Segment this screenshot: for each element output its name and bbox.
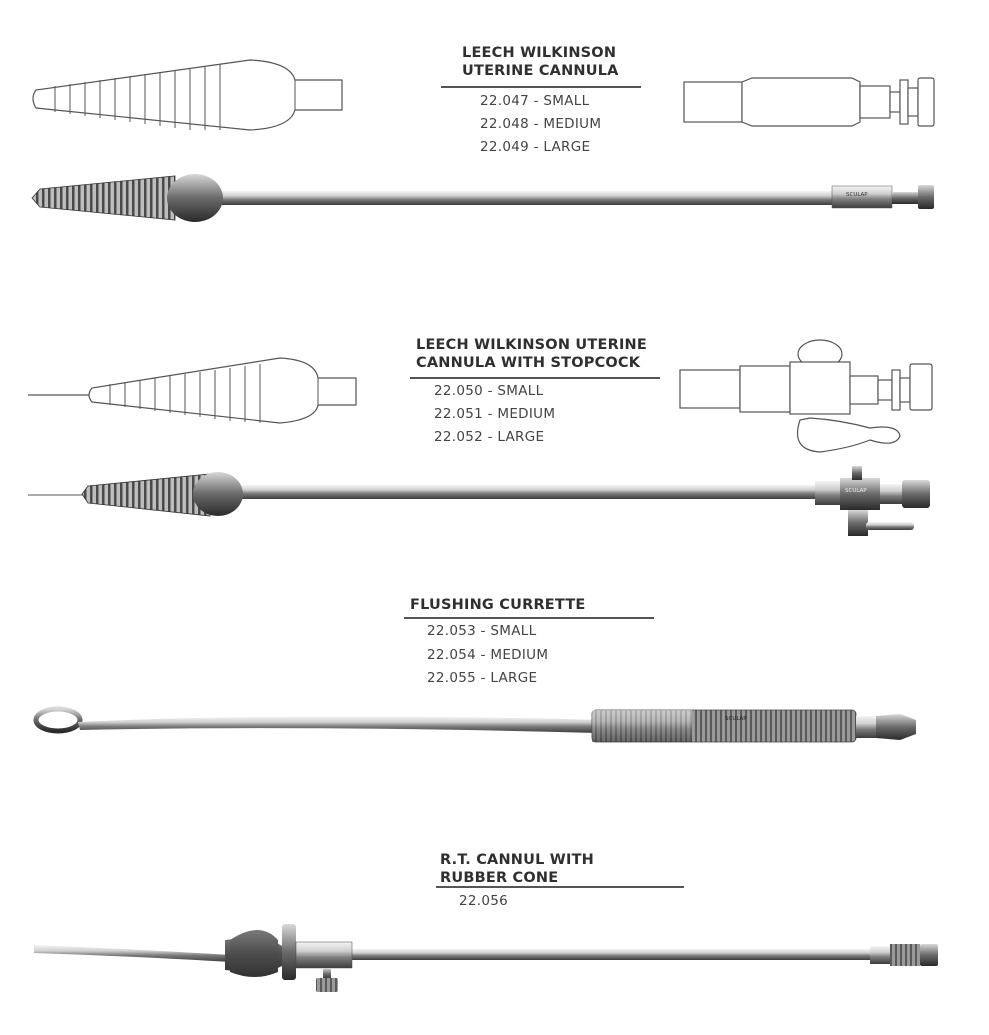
stopcock-handle-outline-drawing — [680, 340, 932, 452]
cannula-tip-outline-drawing — [33, 60, 342, 130]
product-title-4 — [440, 851, 594, 887]
brand-mark: SCULAP — [845, 488, 867, 494]
title-line: FLUSHING CURRETTE — [410, 597, 586, 613]
title-underline — [404, 617, 654, 619]
brand-mark: SCULAP — [725, 716, 747, 722]
cannula-handle-outline-drawing — [684, 78, 934, 126]
title-underline — [410, 377, 660, 379]
rt-cannula-rubber-cone-photo — [34, 924, 938, 992]
product-code: 22.050 - SMALL — [434, 383, 544, 399]
product-code: 22.048 - MEDIUM — [480, 116, 602, 132]
product-code: 22.051 - MEDIUM — [434, 406, 556, 422]
stopcock-cannula-tip-outline-drawing — [28, 358, 356, 423]
title-line: R.T. CANNUL WITH — [440, 852, 594, 868]
title-line: LEECH WILKINSON — [462, 45, 617, 61]
title-line: RUBBER CONE — [440, 870, 559, 886]
brand-mark: SCULAP — [846, 192, 868, 198]
product-title-3 — [410, 596, 586, 614]
product-code: 22.056 — [459, 893, 509, 909]
title-underline — [436, 886, 684, 888]
product-title-1 — [462, 44, 619, 80]
title-line: CANNULA WITH STOPCOCK — [416, 355, 641, 371]
product-code: 22.047 - SMALL — [480, 93, 590, 109]
flushing-currette-photo — [36, 709, 916, 742]
leech-wilkinson-cannula-photo — [32, 174, 934, 222]
product-code: 22.052 - LARGE — [434, 429, 545, 445]
product-code: 22.053 - SMALL — [427, 623, 537, 639]
title-line: LEECH WILKINSON UTERINE — [416, 337, 647, 353]
title-line: UTERINE CANNULA — [462, 63, 619, 79]
product-code: 22.055 - LARGE — [427, 670, 538, 686]
stopcock-cannula-photo — [28, 466, 930, 536]
product-code: 22.054 - MEDIUM — [427, 647, 549, 663]
title-underline — [441, 86, 641, 88]
product-title-2 — [416, 336, 647, 372]
product-code: 22.049 - LARGE — [480, 139, 591, 155]
